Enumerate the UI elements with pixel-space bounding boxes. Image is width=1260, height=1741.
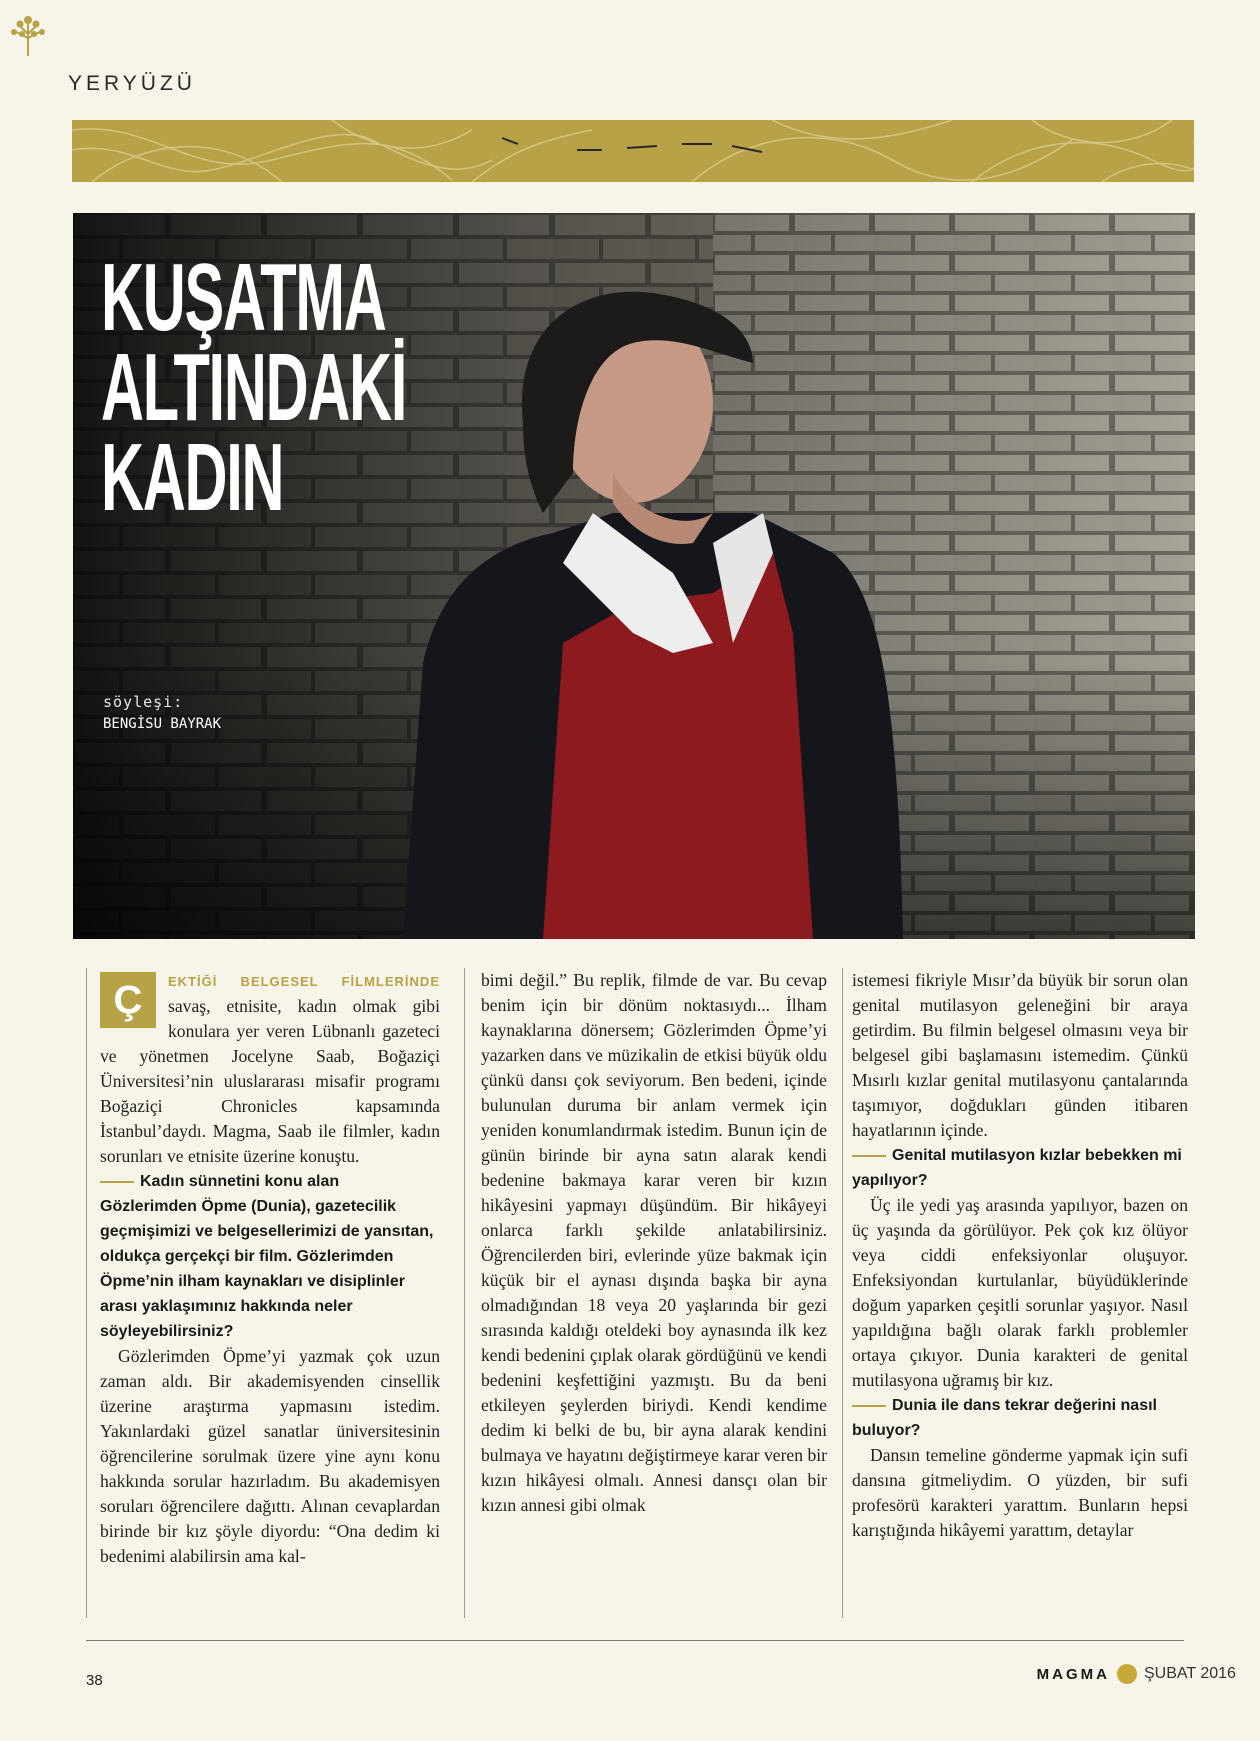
byline-name: BENGİSU BAYRAK: [103, 716, 222, 732]
column-rule: [842, 968, 843, 1618]
answer-1: Gözlerimden Öpme’yi yazmak çok uzun zaman aldı. Bir akademisyenden cinsellik üzerine araştırma yapmasını istedim. Yakınlardaki güzel sanatlar üniversitesinin öğrencilerine sorulmak üzere yine aynı konu hakkında sorular hazırladım. Bu akademisyen soruları öğrencilere dağıttı. Alınan cevaplardan birinde bir kız şöyle diyordu: “Ona dedim ki bedenimi alabilirsin ama kal-: [100, 1346, 440, 1566]
title-line-1: KUŞATMA: [101, 244, 386, 351]
article-body: [86, 968, 1188, 1628]
drop-cap: Ç: [100, 972, 156, 1028]
column-rule: [464, 968, 465, 1618]
answer-2: Üç ile yedi yaş arasında yapılıyor, bazen on üç yaşında da görülüyor. Pek çok kız ölüyor veya ciddi enfeksiyonlar oluşuyor. Enfeksiyondan kurtulanlar, büyüdüklerinde doğum yaparken çeşitli sorunlar yaşıyor. Nasıl yapıldığına bağlı olarak farklı problemler ortaya çıkıyor. Dunia karakteri de genital mutilasyona uğramış bir kız.: [852, 1195, 1188, 1390]
article-title: [101, 244, 407, 531]
footer-rule: [86, 1640, 1184, 1641]
article-column-3: [852, 968, 1188, 1543]
issue-date: ŞUBAT 2016: [1144, 1665, 1236, 1682]
article-column-1: [100, 968, 440, 1569]
lead-caps: EKTİĞİ BELGESEL FİLMLERİNDE: [168, 974, 440, 989]
answer-3: Dansın temeline gönderme yapmak için sufi dansına gitmeliydim. O yüzden, bir sufi profesörü karakteri yarattım. Bunların hepsi karıştığında hikâyemi yarattım, detaylar: [852, 1445, 1188, 1540]
byline-label: söyleşi:: [103, 693, 184, 711]
magma-circle-icon: [1117, 1664, 1137, 1684]
column-2-text: bimi değil.” Bu replik, filmde de var. Bu cevap benim için bir dönüm noktasıydı... İlham kaynaklarına dönersem; Gözlerimden Öpme’yi yazarken dans ve müzikalin de etkisi büyük oldu çünkü dansı çok seviyorum. Ben bedeni, içinde bulunulan duruma bir anlam vermek için yeniden konumlandırmak istedim. Bunun için de günün birinde bir ayna satın alarak kendi bedenine bakmaya karar veren bir kızın hikâyesini yapmayı düşündüm. Bir hikâyeyi onlarca farklı şekilde anlatabilirsiniz. Öğrencilerden biri, evlerinde yüze bakmak için küçük bir el aynası dışında başka bir ayna olmadığından 18 veya 20 yaşlarında bir gezi sırasında kaldığı oteldeki boy aynasında ilk kez kendi bedenini çıplak olarak gördüğünü ve kendi bedenini keşfettiğini yazmıştı. Bu da beni etkileyen şeylerden biriydi. Kendi kendime dedim ki belki de bu, bir ayna alarak kendini bulmaya ve hayatını değiştirmeye karar veren bir kızın hikâyesi olmalı. Annesi dansçı olan bir kızın annesi gibi olmak: [481, 970, 827, 1515]
question-3: Dunia ile dans tekrar değerini nasıl buluyor?: [852, 1397, 1157, 1439]
hero-photo: [73, 213, 1195, 939]
question-2: Genital mutilasyon kızlar bebekken mi yapılıyor?: [852, 1147, 1182, 1189]
magazine-brand: MAGMA: [1036, 1666, 1110, 1683]
intro-paragraph: savaş, etnisite, kadın olmak gibi konulara yer veren Lübnanlı gazeteci ve yönetmen Jocelyne Saab, Boğaziçi Üniversitesi’nin uluslararası misafir programı Boğaziçi Chronicles kapsamında İstanbul’daydı. Magma, Saab ile filmler, kadın sorunları ve etnisite üzerine konuştu.: [100, 996, 440, 1166]
decorative-banner: [72, 120, 1194, 182]
section-label: YERYÜZÜ: [68, 72, 196, 95]
page-number: 38: [86, 1672, 103, 1689]
title-line-3: KADIN: [101, 424, 284, 531]
column-3-paragraph: istemesi fikriyle Mısır’da büyük bir sorun olan genital mutilasyon geleneğini bir araya getirdim. Bu filmin belgesel olmasını veya bir belgesel gibi başlamasını istemedim. Çünkü Mısırlı kızlar genital mutilasyonu çantalarında taşımıyor, doğdukları günden itibaren hayatlarının içinde.: [852, 970, 1188, 1140]
column-rule: [86, 968, 87, 1618]
question-1: Kadın sünnetini konu alan Gözlerimden Öpme (Dunia), gazetecilik geçmişimizi ve belgesellerimizi de yansıtan, oldukça gerçekçi bir film. Gözlerimden Öpme’nin ilham kaynakları ve disiplinler arası yaklaşımınız hakkında neler söyleyebilirsiniz?: [100, 1173, 434, 1340]
article-column-2: [481, 968, 827, 1518]
magma-flower-logo-icon: [8, 12, 48, 58]
title-line-2: ALTINDAKİ: [101, 334, 407, 441]
